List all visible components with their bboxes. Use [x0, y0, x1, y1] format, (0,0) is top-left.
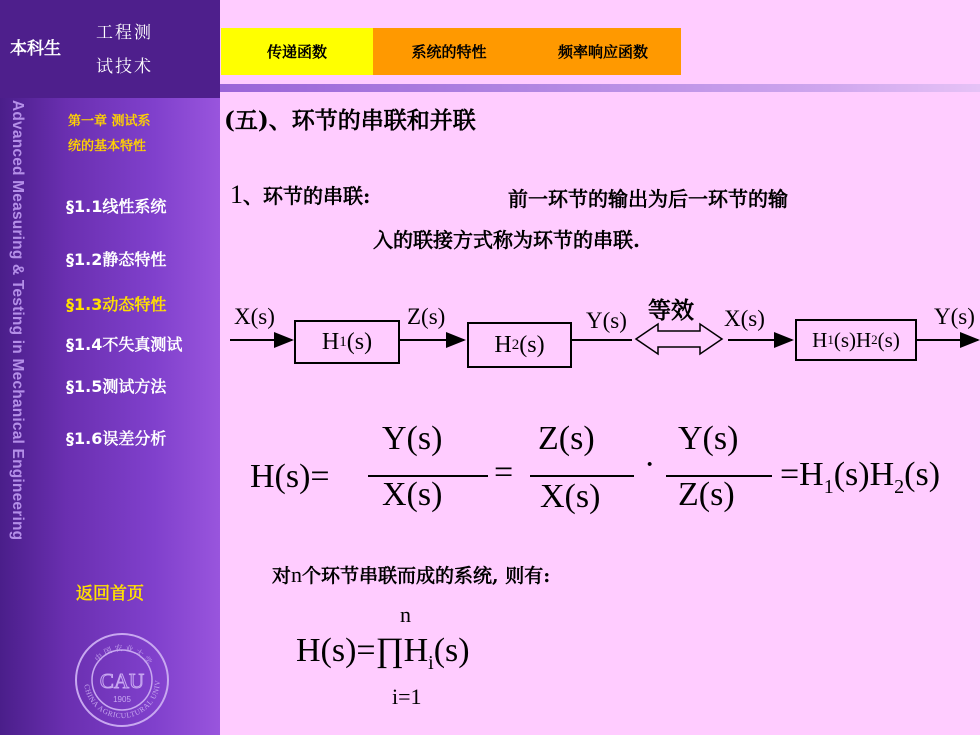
formula-f1-denominator: X(s): [382, 476, 443, 513]
signal-y-output: Y(s): [934, 304, 975, 329]
section-title: (五)、环节的串联和并联: [224, 107, 476, 134]
product-lower-limit: i=1: [392, 684, 422, 709]
description-line2: 入的联接方式称为环节的串联.: [373, 228, 640, 252]
block-h1: H 1 (s): [294, 320, 400, 364]
sidebar-item-linear-system[interactable]: §1.1线性系统: [66, 197, 167, 216]
formula-dot: ·: [644, 446, 656, 483]
formula-f3-numerator: Y(s): [678, 420, 739, 457]
signal-x-input: X(s): [234, 304, 275, 329]
university-logo: [72, 630, 172, 730]
formula-lhs: H(s)=: [250, 458, 330, 495]
equivalence-label: 等效: [648, 297, 694, 324]
course-title-line2: 试技术: [96, 57, 153, 77]
sidebar-item-static-characteristics[interactable]: §1.2静态特性: [66, 250, 167, 269]
course-english-title: Advanced Measuring & Testing in Mechanical Engineering: [9, 100, 26, 541]
formula-f3-denominator: Z(s): [678, 476, 735, 513]
home-link[interactable]: 返回首页: [76, 584, 144, 604]
formula-equals: =: [494, 454, 514, 491]
formula-f2-denominator: X(s): [540, 478, 601, 515]
subsection-title: 、环节的串联:: [243, 184, 371, 208]
svg-text:中国农业大学: 中国农业大学: [93, 643, 155, 668]
fraction-line-2: [530, 475, 634, 477]
subsection-heading: [230, 180, 370, 210]
sidebar-item-distortionless-testing[interactable]: §1.4不失真测试: [66, 335, 183, 354]
svg-text:CAU: CAU: [99, 669, 145, 693]
course-label: 本科生: [10, 39, 61, 59]
tab-frequency-response[interactable]: 频率响应函数: [525, 28, 681, 75]
chapter-title-line1[interactable]: 第一章 测试系: [68, 114, 151, 129]
n-series-statement: 对n个环节串联而成的系统, 则有:: [272, 562, 551, 587]
description-line1: 前一环节的输出为后一环节的输: [508, 187, 788, 211]
signal-y: Y(s): [586, 308, 627, 333]
tab-transfer-function[interactable]: 传递函数: [221, 28, 373, 75]
transfer-function-formula: [250, 420, 970, 530]
tab-system-characteristics[interactable]: 系统的特性: [373, 28, 525, 75]
product-formula: [296, 600, 556, 720]
chapter-title-line2[interactable]: 统的基本特性: [68, 139, 147, 154]
header-divider: [220, 84, 980, 92]
signal-z: Z(s): [407, 304, 446, 329]
svg-text:1905: 1905: [113, 695, 131, 704]
course-title-line1: 工程测: [96, 23, 153, 43]
block-h1h2: H 1 (s)H 2 (s): [795, 319, 917, 361]
signal-x-input-2: X(s): [724, 306, 765, 331]
sidebar-item-dynamic-characteristics[interactable]: §1.3动态特性: [66, 295, 167, 314]
block-h2: H 2 (s): [467, 322, 572, 368]
subsection-number: 1: [230, 180, 243, 209]
sidebar-item-testing-methods[interactable]: §1.5测试方法: [66, 377, 167, 396]
block-diagram: [226, 290, 980, 380]
formula-rhs: $=H_1(s)H_2(s)$: [780, 456, 941, 498]
sidebar-item-error-analysis[interactable]: §1.6误差分析: [66, 429, 167, 448]
formula-f1-numerator: Y(s): [382, 420, 443, 457]
svg-text:CHINA AGRICULTURAL UNIVERSITY: CHINA AGRICULTURAL UNIV: [82, 679, 163, 721]
product-upper-limit: n: [400, 602, 411, 627]
tab-bar: [221, 28, 681, 75]
formula-f2-numerator: Z(s): [538, 420, 595, 457]
product-expression: $H(s)=\prod H_i(s)$: [296, 632, 470, 674]
